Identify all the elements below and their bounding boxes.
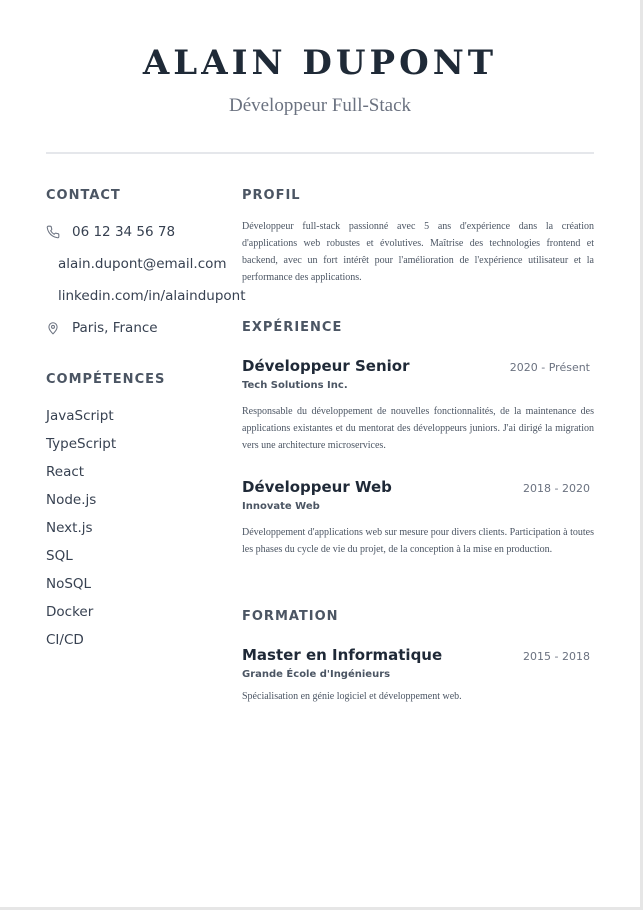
degree-title: Master en Informatique [242, 646, 443, 664]
job-description: Responsable du développement de nouvelles fonctionnalités, de la maintenance des applications existantes et du mentorat des développeurs juniors. J'ai dirigé la migration vers une architecture microservices. [242, 406, 594, 451]
job-title: Développeur Web [242, 478, 392, 496]
experience-section-title: EXPÉRIENCE [242, 320, 343, 335]
email-text[interactable]: alain.dupont@email.com [58, 256, 227, 272]
contact-phone [46, 222, 175, 242]
candidate-role: Développeur Full-Stack [228, 95, 412, 116]
contact-linkedin[interactable] [58, 286, 246, 306]
skill-item: Next.js [46, 520, 93, 536]
contact-section-title: CONTACT [46, 188, 121, 203]
profile-text: Développeur full-stack passionné avec 5 ans d'expérience dans la création d'applications web robustes et évolutives. Maîtrise des technologies frontend et backend, avec un fort intérêt pour l'amélioration de l'expérience utilisateur et la performance des applications. [242, 221, 594, 283]
skill-item: Docker [46, 604, 94, 620]
school-name: Grande École d'Ingénieurs [242, 669, 391, 680]
degree-description: Spécialisation en génie logiciel et développement web. [242, 691, 462, 702]
skill-item: CI/CD [46, 632, 84, 648]
job-title: Développeur Senior [242, 357, 410, 375]
profile-section-title: PROFIL [242, 188, 301, 203]
contact-location [46, 318, 158, 338]
skill-item: JavaScript [46, 408, 114, 424]
job-dates: 2018 - 2020 [523, 482, 590, 495]
skill-item: TypeScript [46, 436, 117, 452]
job-dates: 2020 - Présent [509, 361, 590, 374]
job-company: Tech Solutions Inc. [242, 380, 348, 391]
linkedin-text[interactable]: linkedin.com/in/alaindupont [58, 288, 246, 304]
candidate-name: ALAIN DUPONT [142, 43, 498, 83]
job-company: Innovate Web [242, 501, 320, 512]
degree-dates: 2015 - 2018 [523, 650, 590, 663]
header-divider [46, 152, 594, 154]
skill-item: React [46, 464, 85, 480]
skill-item: SQL [46, 548, 73, 564]
skill-item: NoSQL [46, 576, 92, 592]
job-description: Développement d'applications web sur mesure pour divers clients. Participation à toutes les phases du cycle de vie du projet, de la conception à la mise en production. [242, 527, 594, 555]
contact-email[interactable] [58, 254, 227, 274]
skills-section-title: COMPÉTENCES [46, 372, 166, 387]
skill-item: Node.js [46, 492, 97, 508]
phone-icon [46, 225, 60, 239]
location-text: Paris, France [72, 320, 158, 336]
phone-text: 06 12 34 56 78 [72, 224, 176, 240]
education-section-title: FORMATION [242, 609, 339, 624]
map-pin-icon [46, 321, 60, 335]
